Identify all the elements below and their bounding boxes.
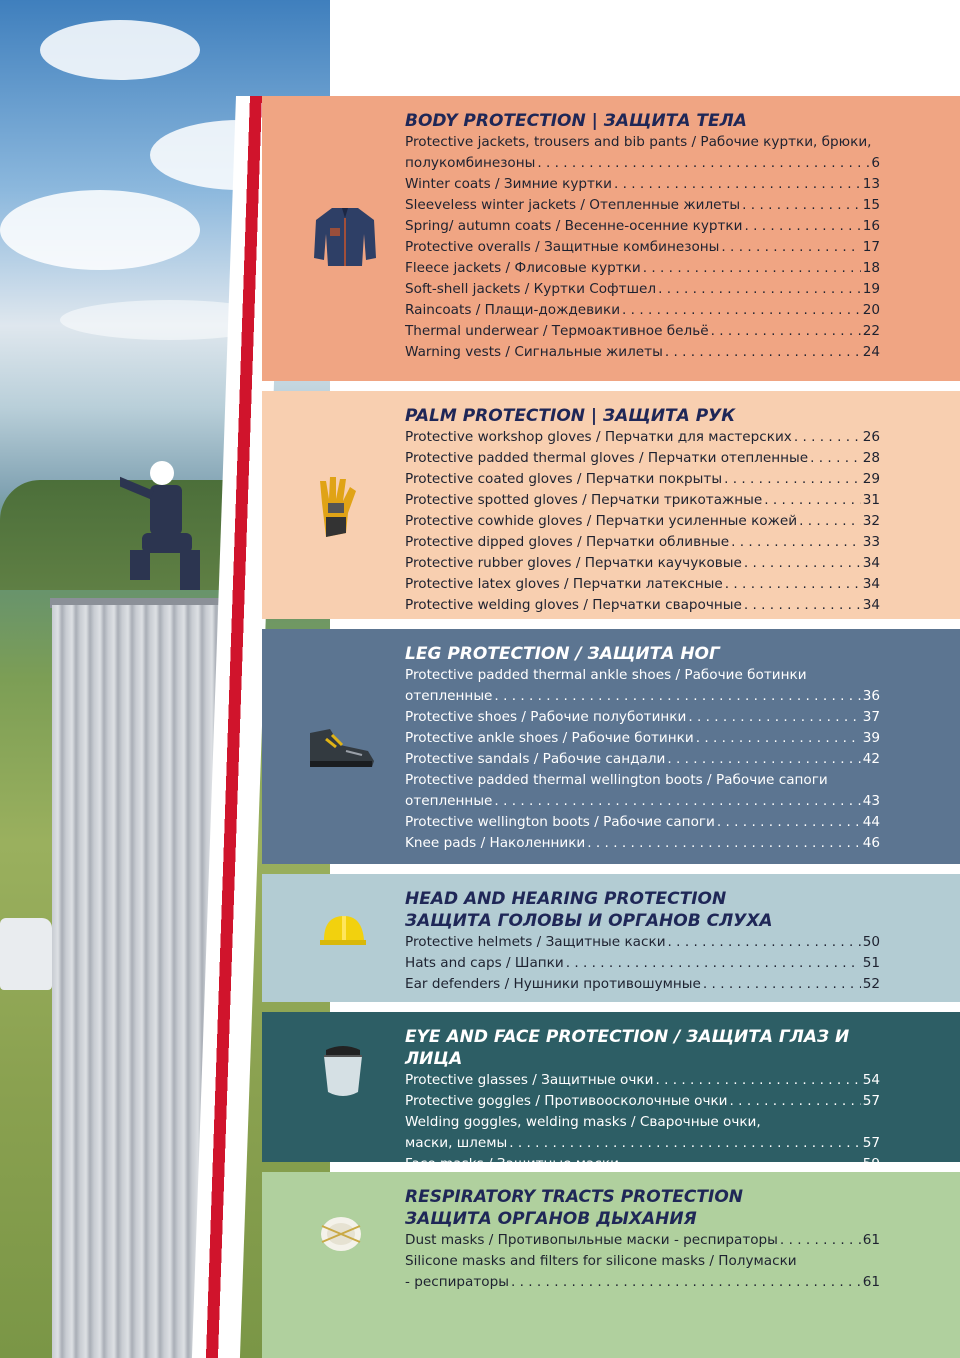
toc-entry[interactable] (405, 342, 880, 363)
dot-leader (566, 953, 861, 974)
toc-page-number: 34 (862, 576, 880, 592)
toc-page-number: 17 (862, 239, 880, 255)
toc-entry[interactable] (405, 595, 880, 616)
toc-entry-label: Hats and caps / Шапки (405, 955, 564, 971)
toc-entry[interactable] (405, 749, 880, 770)
entry-first-line: Protective padded thermal ankle shoes / Рабочие ботинки (405, 667, 807, 683)
dot-leader (696, 728, 861, 749)
dot-leader (494, 791, 860, 812)
section-title: PALM PROTECTION | ЗАЩИТА РУК (405, 406, 736, 426)
toc-entry-label: Spring/ autumn coats / Весенне-осенние куртки (405, 218, 743, 234)
dot-leader (744, 216, 860, 237)
toc-entry-label: полукомбинезоны (405, 155, 536, 171)
dot-leader (724, 469, 861, 490)
toc-list (405, 932, 880, 995)
toc-entry-label: Raincoats / Плащи-дождевики (405, 302, 621, 318)
dot-leader (688, 707, 860, 728)
toc-page-number: 13 (862, 176, 880, 192)
toc-entry-label: Protective padded thermal gloves / Перчатки отепленные (405, 450, 809, 466)
toc-page-number: 32 (862, 513, 880, 529)
toc-entry[interactable] (405, 490, 880, 511)
toc-entry[interactable] (405, 532, 880, 553)
toc-entry-label: Protective wellington boots / Рабочие сапоги (405, 814, 715, 830)
toc-page-number: 31 (862, 492, 880, 508)
toc-list (405, 686, 880, 770)
dot-leader (658, 279, 861, 300)
entry-first-line: Welding goggles, welding masks / Сварочные очки, (405, 1114, 761, 1130)
van (0, 918, 52, 990)
toc-page-number: 44 (862, 814, 880, 830)
section-respiratory-protection (262, 1172, 960, 1358)
toc-page-number: 57 (862, 1135, 880, 1151)
toc-entry-label: Protective shoes / Рабочие полуботинки (405, 709, 687, 725)
helmet-icon (318, 912, 368, 952)
toc-page-number: 42 (862, 751, 880, 767)
toc-page-number: 6 (871, 155, 880, 171)
toc-entry-label: Fleece jackets / Флисовые куртки (405, 260, 641, 276)
toc-entry-label: Protective dipped gloves / Перчатки обливные (405, 534, 730, 550)
toc-page-number: 34 (862, 597, 880, 613)
toc-entry[interactable] (405, 553, 880, 574)
dot-leader (731, 532, 861, 553)
toc-entry-label: Winter coats / Зимние куртки (405, 176, 612, 192)
section-head-protection (262, 874, 960, 1002)
toc-entry-label: маски, шлемы (405, 1135, 508, 1151)
toc-page-number: 15 (862, 197, 880, 213)
toc-entry[interactable] (405, 974, 880, 995)
toc-entry[interactable] (405, 279, 880, 300)
toc-entry[interactable] (405, 833, 880, 854)
section-eye-face-protection (262, 1012, 960, 1172)
toc-page-number: 36 (862, 688, 880, 704)
toc-page-number: 19 (862, 281, 880, 297)
toc-entry[interactable] (405, 932, 880, 953)
toc-entry-label: Protective goggles / Противоосколочные очки (405, 1093, 728, 1109)
toc-entry-label: Protective workshop gloves / Перчатки для мастерских (405, 429, 792, 445)
toc-entry[interactable] (405, 300, 880, 321)
toc-list (405, 1272, 880, 1293)
toc-entry-label: отепленные (405, 793, 493, 809)
toc-entry[interactable] (405, 511, 880, 532)
dot-leader (794, 427, 861, 448)
toc-entry[interactable] (405, 728, 880, 749)
toc-list (405, 1133, 880, 1175)
toc-entry[interactable] (405, 1133, 880, 1154)
dot-leader (509, 1133, 860, 1154)
cloud (0, 190, 200, 270)
dot-leader (668, 932, 861, 953)
toc-page-number: 57 (862, 1093, 880, 1109)
toc-entry-label: Warning vests / Сигнальные жилеты (405, 344, 663, 360)
toc-page-number: 37 (862, 709, 880, 725)
toc-entry[interactable] (405, 216, 880, 237)
toc-entry[interactable] (405, 953, 880, 974)
toc-entry[interactable] (405, 686, 880, 707)
toc-page-number: 29 (862, 471, 880, 487)
toc-page-number: 51 (862, 955, 880, 971)
toc-page-number: 16 (862, 218, 880, 234)
dot-leader (622, 300, 861, 321)
section-title: LEG PROTECTION / ЗАЩИТА НОГ (405, 644, 720, 664)
toc-list (405, 427, 880, 616)
toc-page-number: 34 (862, 555, 880, 571)
cloud (40, 20, 200, 80)
toc-page-number: 18 (862, 260, 880, 276)
entry-first-line: Protective padded thermal wellington boots / Рабочие сапоги (405, 772, 828, 788)
shoe-icon (306, 725, 376, 771)
face-shield-icon (318, 1042, 368, 1102)
section-title: HEAD AND HEARING PROTECTION (405, 889, 727, 909)
toc-page-number: 39 (862, 730, 880, 746)
dust-mask-icon (318, 1212, 364, 1254)
dot-leader (725, 574, 861, 595)
toc-list (405, 1070, 880, 1112)
section-title-ru: ЗАЩИТА ГОЛОВЫ И ОРГАНОВ СЛУХА (405, 911, 773, 931)
toc-entry[interactable] (405, 574, 880, 595)
toc-entry[interactable] (405, 812, 880, 833)
section-palm-protection (262, 391, 960, 619)
toc-page-number: 33 (862, 534, 880, 550)
toc-entry[interactable] (405, 1091, 880, 1112)
toc-entry-label: Protective welding gloves / Перчатки сварочные (405, 597, 742, 613)
dot-leader (537, 153, 869, 174)
toc-entry[interactable] (405, 258, 880, 279)
section-title: EYE AND FACE PROTECTION / ЗАЩИТА ГЛАЗ И ЛИЦА (405, 1027, 850, 1069)
toc-page-number: 20 (862, 302, 880, 318)
toc-page-number: 61 (862, 1274, 880, 1290)
toc-entry[interactable] (405, 153, 880, 174)
section-title: BODY PROTECTION | ЗАЩИТА ТЕЛА (405, 111, 747, 131)
toc-entry-label: Soft-shell jackets / Куртки Софтшел (405, 281, 657, 297)
dot-leader (667, 749, 860, 770)
toc-entry-label: Protective helmets / Защитные каски (405, 934, 666, 950)
dot-leader (614, 174, 861, 195)
dot-leader (799, 511, 861, 532)
toc-list (405, 791, 880, 854)
worker-figure (120, 455, 210, 605)
toc-page-number: 22 (862, 323, 880, 339)
toc-entry-label: Protective rubber gloves / Перчатки каучуковые (405, 555, 742, 571)
toc-page-number: 43 (862, 793, 880, 809)
toc-page-number: 50 (862, 934, 880, 950)
toc-entry[interactable] (405, 469, 880, 490)
toc-page-number: 59 (862, 1156, 880, 1172)
section-title-ru: ЗАЩИТА ОРГАНОВ ДЫХАНИЯ (405, 1209, 697, 1229)
dot-leader (742, 195, 861, 216)
toc-list (405, 1230, 880, 1251)
toc-entry-label: Sleeveless winter jackets / Отепленные жилеты (405, 197, 741, 213)
dot-leader (494, 686, 860, 707)
toc-entry-label: Protective ankle shoes / Рабочие ботинки (405, 730, 694, 746)
toc-entry[interactable] (405, 1230, 880, 1251)
dot-leader (587, 833, 860, 854)
toc-entry[interactable] (405, 791, 880, 812)
dot-leader (717, 812, 861, 833)
toc-entry-label: Protective overalls / Защитные комбинезоны (405, 239, 720, 255)
toc-entry-label: Protective glasses / Защитные очки (405, 1072, 654, 1088)
section-body-protection (262, 96, 960, 381)
dot-leader (703, 974, 861, 995)
dot-leader (764, 490, 860, 511)
toc-page-number: 46 (862, 835, 880, 851)
toc-entry-label: Protective latex gloves / Перчатки латексные (405, 576, 723, 592)
toc-entry-label: Protective sandals / Рабочие сандали (405, 751, 666, 767)
toc-page-number: 24 (862, 344, 880, 360)
toc-entry[interactable] (405, 427, 880, 448)
toc-entry[interactable] (405, 174, 880, 195)
dot-leader (511, 1272, 861, 1293)
toc-entry[interactable] (405, 321, 880, 342)
toc-entry-label: отепленные (405, 688, 493, 704)
dot-leader (810, 448, 861, 469)
toc-entry[interactable] (405, 1070, 880, 1091)
toc-page-number: 61 (862, 1232, 880, 1248)
dot-leader (730, 1091, 861, 1112)
dot-leader (744, 553, 861, 574)
dot-leader (655, 1070, 860, 1091)
toc-entry-label: Dust masks / Противопыльные маски - респираторы (405, 1232, 778, 1248)
toc-entry-label: Thermal underwear / Термоактивное бельё (405, 323, 709, 339)
entry-first-line: Silicone masks and filters for silicone masks / Полумаски (405, 1253, 797, 1269)
jacket-icon (312, 204, 378, 268)
dot-leader (665, 342, 861, 363)
dot-leader (643, 258, 861, 279)
toc-page-number: 54 (862, 1072, 880, 1088)
toc-entry-label: Protective spotted gloves / Перчатки трикотажные (405, 492, 763, 508)
section-title: RESPIRATORY TRACTS PROTECTION (405, 1187, 743, 1207)
toc-entry[interactable] (405, 707, 880, 728)
toc-page-number: 28 (862, 450, 880, 466)
toc-entry-label: Protective cowhide gloves / Перчатки усиленные кожей (405, 513, 798, 529)
toc-entry[interactable] (405, 237, 880, 258)
toc-entry-label: Knee pads / Наколенники (405, 835, 586, 851)
toc-list (405, 153, 880, 363)
section-leg-protection (262, 629, 960, 864)
dot-leader (744, 595, 861, 616)
toc-entry-label: Ear defenders / Нушники противошумные (405, 976, 701, 992)
dot-leader (711, 321, 861, 342)
toc-entry[interactable] (405, 448, 880, 469)
glove-icon (312, 473, 362, 543)
toc-entry[interactable] (405, 1272, 880, 1293)
dot-leader (721, 237, 860, 258)
toc-entry[interactable] (405, 195, 880, 216)
toc-entry-label: - респираторы (405, 1274, 509, 1290)
dot-leader (780, 1230, 861, 1251)
toc-entry-label: Protective coated gloves / Перчатки покрыты (405, 471, 723, 487)
toc-page-number: 52 (862, 976, 880, 992)
entry-first-line: Protective jackets, trousers and bib pants / Рабочие куртки, брюки, (405, 134, 872, 150)
toc-entry-label: Face masks / Защитные маски (405, 1156, 619, 1172)
toc-page-number: 26 (862, 429, 880, 445)
